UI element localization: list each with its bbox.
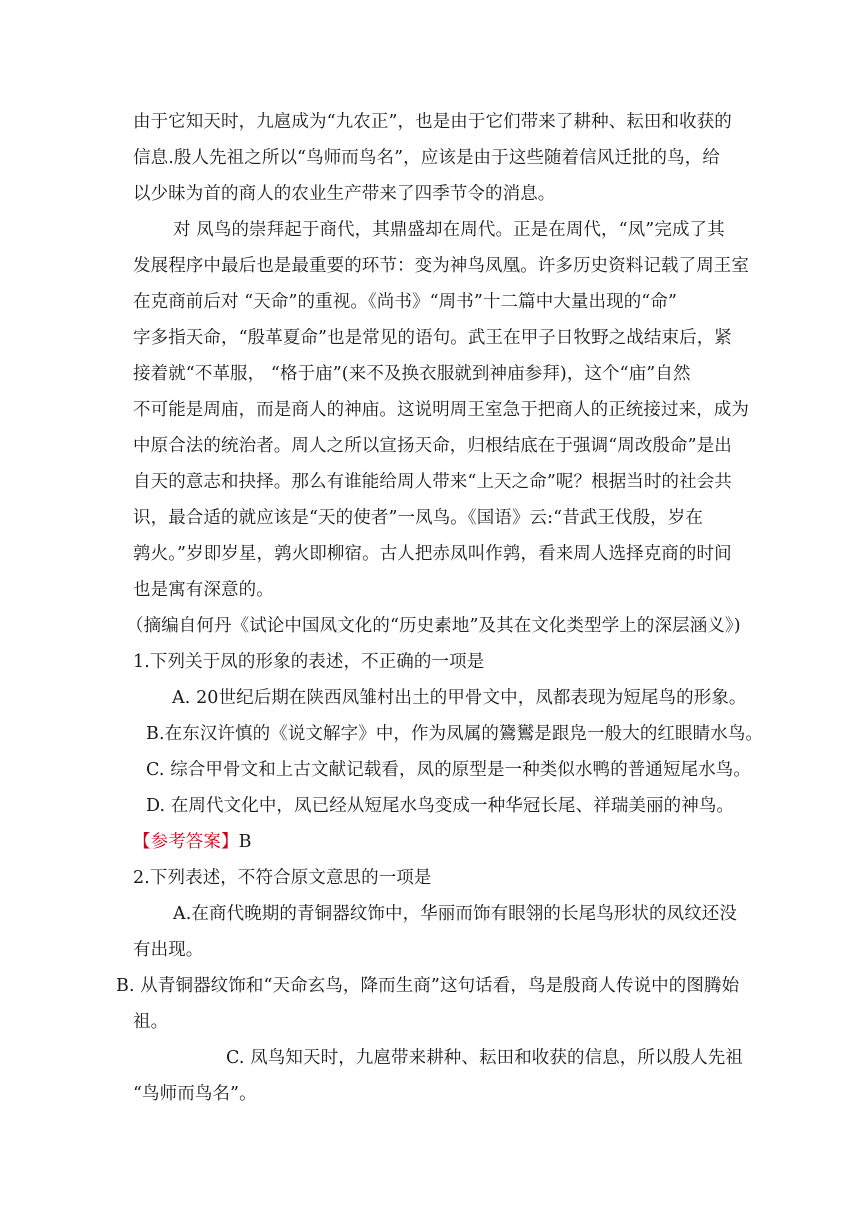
q2-option-a-line-1: A.在商代晚期的青铜器纹饰中，华丽而饰有眼翎的长尾鸟形状的凤纹还没 xyxy=(173,904,737,924)
para2-line-2: 发展程序中最后也是最重要的环节：变为神鸟凤凰。许多历史资料记载了周王室 xyxy=(133,256,749,276)
para2-line-9: 识，最合适的就应该是“天的使者”一凤鸟。《国语》云:“昔武王伐殷，岁在 xyxy=(133,508,703,528)
q1-option-a: A. 20世纪后期在陕西凤雏村出土的甲骨文中，凤都表现为短尾鸟的形象。 xyxy=(172,688,747,708)
para2-line-3: 在克商前后对 “天命”的重视。《尚书》“周书”十二篇中大量出现的“命” xyxy=(133,292,677,312)
q2-option-b-line-2: 祖。 xyxy=(133,1012,169,1032)
para2-line-5: 接着就“不革服， “格于庙”(来不及换衣服就到神庙参拜)，这个“庙”自然 xyxy=(133,364,691,384)
para2-line-7: 中原合法的统治者。周人之所以宣扬天命，归根结底在于强调“周改殷命”是出 xyxy=(133,436,732,456)
para2-line-8: 自天的意志和抉择。那么有谁能给周人带来“上天之命”呢？根据当时的社会共 xyxy=(133,472,732,492)
source-citation: （摘编自何丹《试论中国凤文化的“历史素地”及其在文化类型学上的深层涵义》) xyxy=(126,616,741,636)
q2-stem: 2.下列表述，不符合原文意思的一项是 xyxy=(133,868,432,888)
q1-option-d: D. 在周代文化中，凤已经从短尾水鸟变成一种华冠长尾、祥瑞美丽的神鸟。 xyxy=(146,796,735,816)
para2-line-6: 不可能是周庙，而是商人的神庙。这说明周王室急于把商人的正统接过来，成为 xyxy=(133,400,749,420)
q2-option-c-line-2: “鸟师而鸟名”。 xyxy=(133,1084,257,1104)
para1-line-3: 以少昧为首的商人的农业生产带来了四季节令的消息。 xyxy=(133,184,556,204)
answer-label: 【参考答案】 xyxy=(133,832,239,852)
answer-value: B xyxy=(238,832,252,852)
q2-option-c-line-1: C. 凤鸟知天时，九扈带来耕种、耘田和收获的信息，所以殷人先祖 xyxy=(226,1048,743,1068)
para2-line-10: 鹑火。”岁即岁星，鹑火即柳宿。古人把赤凤叫作鹑，看来周人选择克商的时间 xyxy=(133,544,732,564)
q1-stem: 1.下列关于凤的形象的表述，不正确的一项是 xyxy=(133,652,485,672)
q1-option-b: B.在东汉许慎的《说文解字》中，作为凤属的鷟鸑是跟凫一般大的红眼睛水鸟。 xyxy=(146,724,764,744)
para1-line-2: 信息.殷人先祖之所以“鸟师而鸟名”，应该是由于这些随着信风迁批的鸟，给 xyxy=(133,148,720,168)
para2-line-4: 字多指天命，“殷革夏命”也是常见的语句。武王在甲子日牧野之战结束后，紧 xyxy=(133,328,732,348)
para1-line-1: 由于它知天时，九扈成为“九农正”，也是由于它们带来了耕种、耘田和收获的 xyxy=(133,112,732,132)
q2-option-b-line-1: B. 从青铜器纹饰和“天命玄鸟，降而生商”这句话看，鸟是殷商人传说中的图腾始 xyxy=(116,976,740,996)
para2-line-11: 也是寓有深意的。 xyxy=(133,580,274,600)
q2-option-a-line-2: 有出现。 xyxy=(133,940,204,960)
para2-line-1: 对 凤鸟的崇拜起于商代，其鼎盛却在周代。正是在周代，“凤”完成了其 xyxy=(173,220,725,240)
q1-option-c: C. 综合甲骨文和上古文献记载看，凤的原型是一种类似水鸭的普通短尾水鸟。 xyxy=(146,760,751,780)
q1-answer xyxy=(133,830,252,854)
